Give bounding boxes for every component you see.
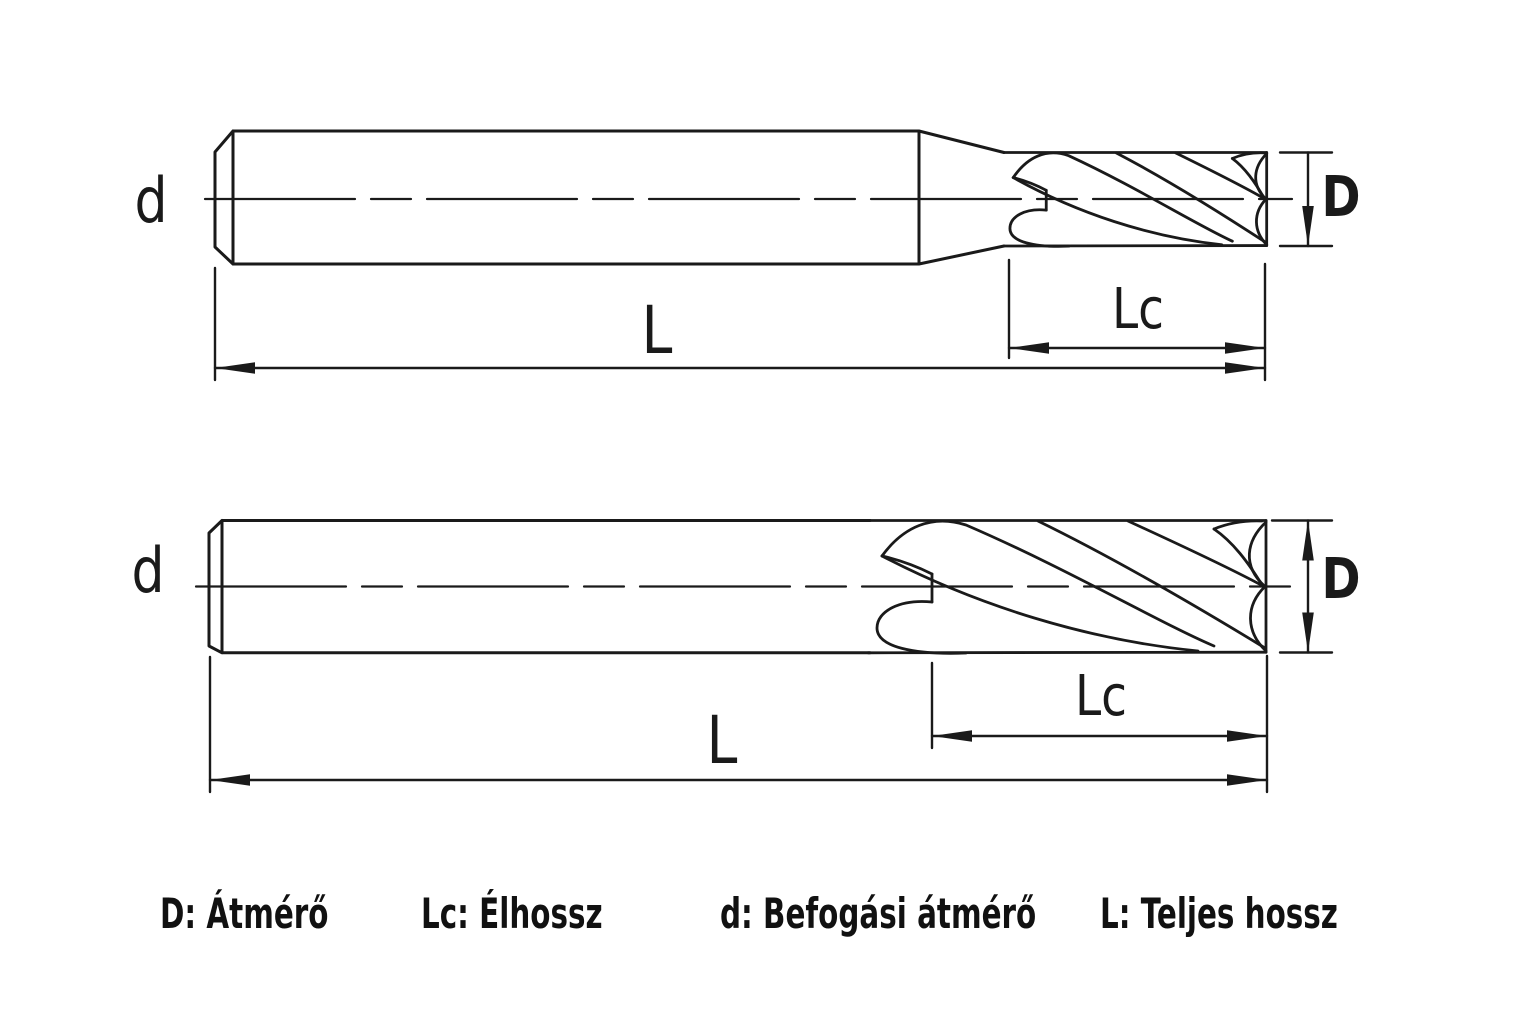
- top-mill-shank-diameter-label: d: [134, 164, 168, 237]
- top-end-mill-drawing: [205, 131, 1332, 380]
- bottom-mill-cutting-diameter-label: D: [1321, 547, 1361, 612]
- legend-edge-length: Lc: Élhossz: [421, 889, 603, 938]
- bottom-mill-dimensions: [210, 521, 1332, 793]
- bottom-mill-flute-length-label: Lc: [1074, 664, 1128, 729]
- bottom-mill-total-length-label: L: [706, 702, 738, 779]
- legend-total-length: L: Teljes hossz: [1100, 889, 1338, 938]
- bottom-mill-shank-diameter-label: d: [131, 534, 165, 607]
- top-mill-shank-outline: [215, 131, 1004, 264]
- bottom-end-mill-drawing: [196, 521, 1332, 793]
- legend-diameter: D: Átmérő: [160, 889, 329, 938]
- top-mill-cutting-diameter-label: D: [1321, 165, 1361, 230]
- top-mill-dimensions: [215, 153, 1332, 381]
- top-mill-total-length-label: L: [641, 292, 673, 369]
- legend-shank-diameter: d: Befogási átmérő: [720, 889, 1037, 938]
- top-mill-flute-length-label: Lc: [1111, 277, 1165, 342]
